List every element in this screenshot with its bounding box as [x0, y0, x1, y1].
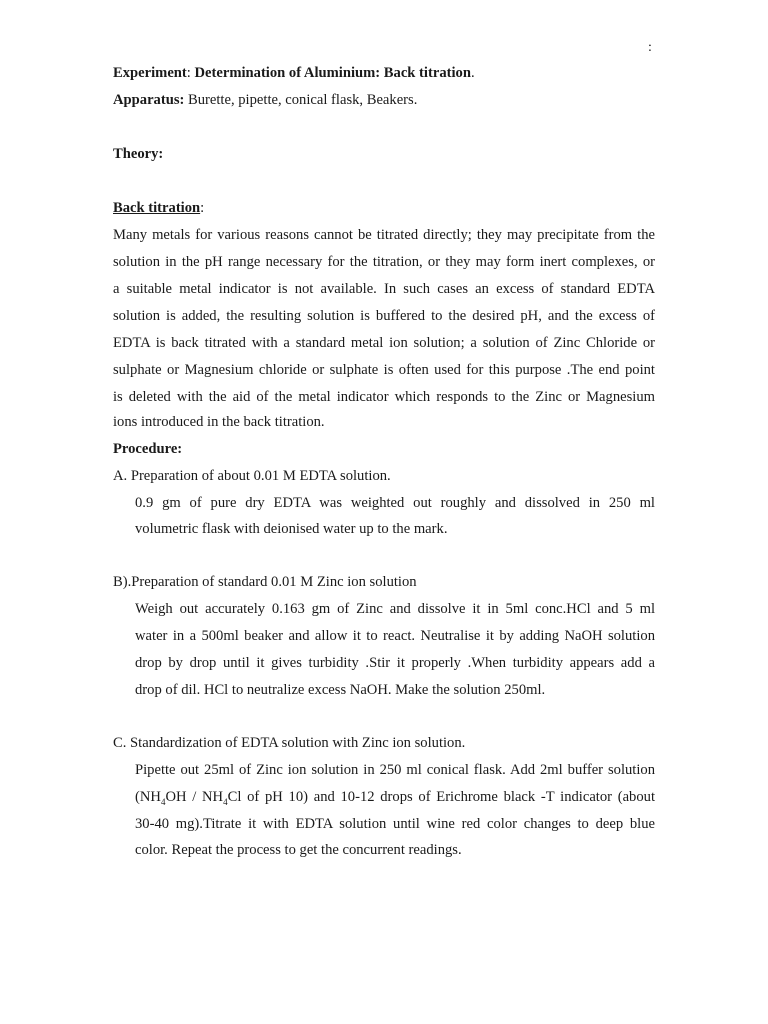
experiment-title: Determination of Aluminium: Back titration: [194, 65, 471, 81]
back-titration-heading: [113, 198, 655, 218]
subscript: 4: [160, 796, 166, 807]
section-c-line: Pipette out 25ml of Zinc ion solution in 250 ml conical flask. Add 2ml buffer solution: [135, 762, 655, 778]
procedure-heading: Procedure:: [113, 441, 183, 457]
paragraph-line: is deleted with the aid of the metal indicator which responds to the Zinc or Magnesium: [113, 389, 655, 405]
paragraph-line: ions introduced in the back titration.: [113, 414, 325, 430]
theory-heading: Theory:: [113, 146, 164, 162]
section-b-title: B).Preparation of standard 0.01 M Zinc ion solution: [113, 574, 417, 590]
section-c-line: 30-40 mg).Titrate it with EDTA solution until wine red color changes to deep blue: [135, 816, 655, 832]
back-titration-colon: :: [200, 200, 205, 216]
apparatus-label: Apparatus:: [113, 92, 185, 108]
section-b-line: drop by drop until it gives turbidity .Stir it properly .When turbidity appears add a: [135, 655, 655, 671]
experiment-period: .: [470, 65, 475, 81]
section-b-line: drop of dil. HCl to neutralize excess NaOH. Make the solution 250ml.: [135, 682, 546, 698]
paragraph-line: Many metals for various reasons cannot be titrated directly; they may precipitate from the: [113, 227, 655, 243]
paragraph-line: EDTA is back titrated with a standard metal ion solution; a solution of Zinc Chloride or: [113, 335, 655, 351]
paragraph-line: solution in the pH range necessary for the titration, or they may form inert complexes, or: [113, 254, 655, 270]
experiment-line: [113, 63, 655, 83]
formula-part: Cl of pH 10) and 10-12 drops of Erichrome black -T indicator (about: [227, 789, 656, 805]
apparatus-line: [113, 90, 655, 110]
formula-part: (NH: [135, 789, 161, 805]
section-a-line: 0.9 gm of pure dry EDTA was weighted out roughly and dissolved in 250 ml: [135, 495, 655, 511]
experiment-label: Experiment: [113, 65, 187, 81]
formula-part: OH / NH: [165, 789, 224, 805]
corner-mark: :: [648, 40, 652, 55]
back-titration-title: Back titration: [113, 200, 201, 216]
section-c-line: color. Repeat the process to get the concurrent readings.: [135, 842, 462, 858]
section-b-line: Weigh out accurately 0.163 gm of Zinc and dissolve it in 5ml conc.HCl and 5 ml: [135, 601, 655, 617]
apparatus-text: Burette, pipette, conical flask, Beakers.: [184, 92, 418, 108]
section-b-line: water in a 500ml beaker and allow it to react. Neutralise it by adding NaOH solution: [135, 628, 655, 644]
section-c-title: C. Standardization of EDTA solution with Zinc ion solution.: [113, 735, 466, 751]
paragraph-line: solution is added, the resulting solution is buffered to the desired pH, and the excess of: [113, 308, 655, 324]
paragraph-line: a suitable metal indicator is not available. In such cases an excess of standard EDTA: [113, 281, 655, 297]
paragraph-line: sulphate or Magnesium chloride or sulphate is often used for this purpose .The end point: [113, 362, 655, 378]
section-a-title: A. Preparation of about 0.01 M EDTA solution.: [113, 468, 391, 484]
section-a-line: volumetric flask with deionised water up to the mark.: [135, 521, 448, 537]
experiment-colon: :: [186, 65, 195, 81]
section-c-line: [135, 787, 655, 807]
subscript: 4: [223, 796, 228, 807]
